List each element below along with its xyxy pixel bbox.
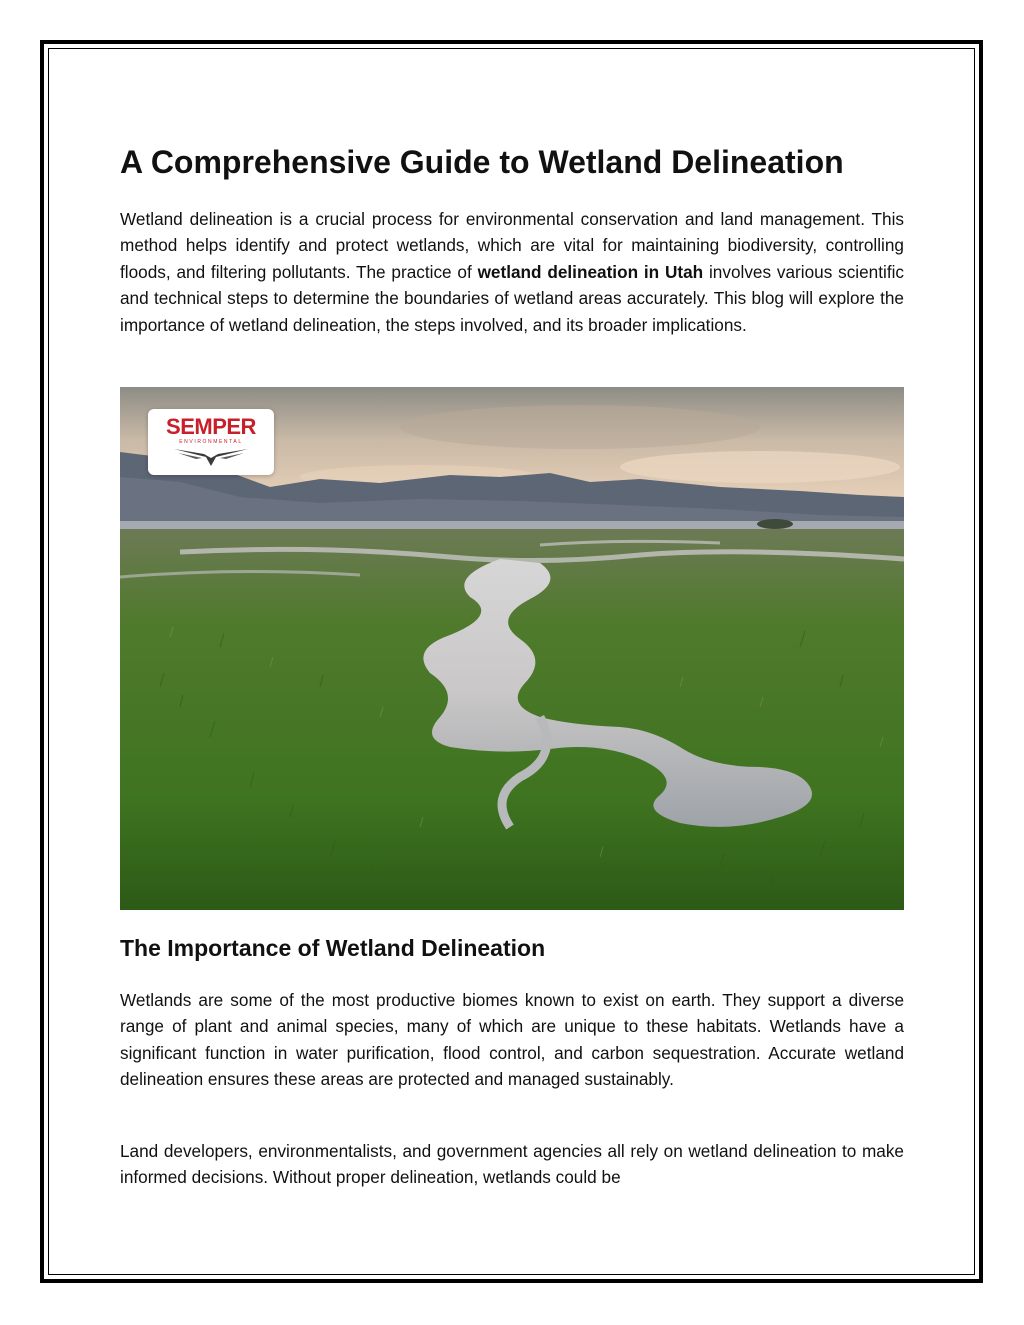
importance-paragraph: Wetlands are some of the most productive biomes known to exist on earth. They support a diverse range of plant and animal species, many of which are unique to these habitats. Wetlands have a significant function in water purification, flood control, and carbon sequestration. Accurate wetland delineation ensures these areas are protected and managed sustainably.: [120, 990, 904, 1090]
intro-text-1: Wetland delineation is a crucial process for environmental conservation and land management. This method helps identify and protect wetlands, which are vital for maintaining biodiversity, controlling floods, and filtering pollutants. The practice of: [120, 209, 904, 282]
wetland-photo: [120, 387, 904, 910]
logo-tagline: ENVIRONMENTAL: [179, 439, 243, 445]
intro-paragraph: [120, 206, 904, 338]
stakeholders-paragraph: Land developers, environmentalists, and government agencies all rely on wetland delineation to make informed decisions. Without proper delineation, wetlands could be: [120, 1141, 904, 1188]
logo-name: SEMPER: [166, 414, 256, 439]
section-heading: The Importance of Wetland Delineation: [120, 935, 546, 961]
logo-eagle-icon: [172, 447, 250, 467]
company-logo: [148, 409, 274, 475]
article: [120, 140, 905, 1188]
intro-text-2: involves various scientific and technical steps to determine the boundaries of wetland areas accurately. This blog will explore the importance of wetland delineation, the steps involved, and its broader implications.: [120, 261, 905, 335]
article-title: A Comprehensive Guide to Wetland Delineation: [120, 144, 844, 180]
intro-bold-keyword: wetland delineation in Utah: [477, 261, 704, 282]
